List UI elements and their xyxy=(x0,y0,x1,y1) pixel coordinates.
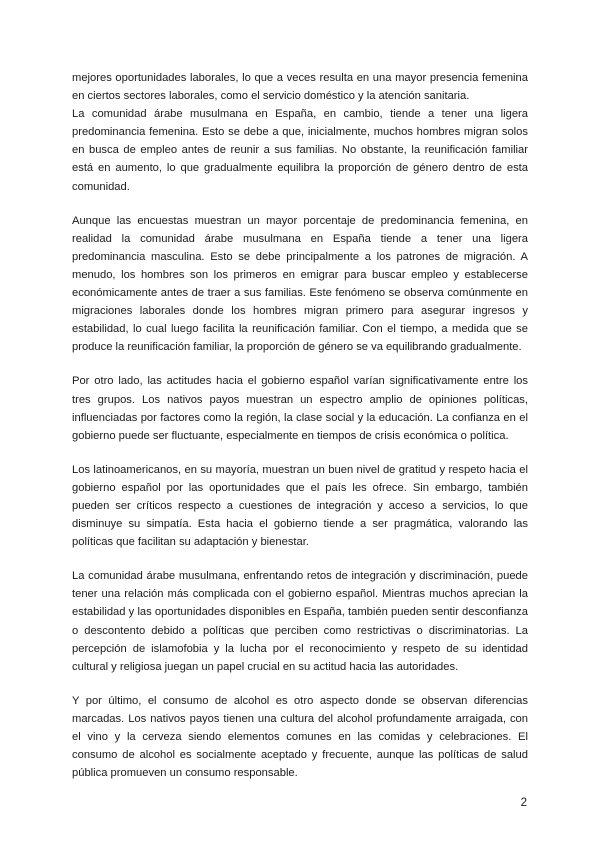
paragraph-spacer xyxy=(72,676,528,692)
paragraph-latin-americans: Los latinoamericanos, en su mayoría, muestran un buen nivel de gratitud y respeto hacia el gobierno español por las oportunidades que el país les ofrece. Sin embargo, también pueden ser críticos respecto a cuestiones de integración y acceso a servicios, lo que disminuye su simpatía. Esta hacia el gobierno tiende a ser pragmática, valorando las políticas que facilitan su adaptación y bienestar. xyxy=(72,463,528,549)
paragraph-arab-community-female-predominance: La comunidad árabe musulmana en España, en cambio, tiende a tener una ligera predominancia femenina. Esto se debe a que, inicialmente, muchos hombres migran solos en busca de empleo antes de reunir a sus familias. No obstante, la reunificación familiar está en aumento, lo que gradualmente equilibra la proporción de género dentro de esta comunidad. xyxy=(72,108,528,193)
paragraph-attitudes-government: Por otro lado, las actitudes hacia el gobierno español varían significativamente entre los tres grupos. Los nativos payos muestran un espectro amplio de opiniones políticas, influenciadas por factores como la región, la clase social y la educación. La confianza en el gobierno puede ser fluctuante, especialmente en tiempos de crisis económica o política. xyxy=(72,375,528,442)
paragraph-spacer xyxy=(72,445,528,461)
paragraph-spacer xyxy=(72,551,528,567)
paragraph-alcohol-consumption: Y por último, el consumo de alcohol es otro aspecto donde se observan diferencias marcadas. Los nativos payos tienen una cultura del alcohol profundamente arraigada, con el vino y la cerveza siendo elementos comunes en las comidas y celebraciones. El consumo de alcohol es socialmente aceptado y frecuente, aunque las políticas de salud pública promueven un consumo responsable. xyxy=(72,694,528,780)
page-body xyxy=(72,69,528,782)
paragraph-arab-community-male-predominance: Aunque las encuestas muestran un mayor porcentaje de predominancia femenina, en realidad la comunidad árabe musulmana en España tiende a tener una ligera predominancia masculina. Esto se debe principalmente a los patrones de migración. A menudo, los hombres son los primeros en emigrar para buscar empleo y establecerse económicamente antes de traer a sus familias. Este fenómeno se observa comúnmente en migraciones laborales donde los hombres migran primero para asegurar ingresos y estabilidad, lo cual luego facilita la reunificación familiar. Con el tiempo, a medida que se produce la reunificación familiar, la proporción de género se va equilibrando gradualmente. xyxy=(72,214,528,354)
page-number: 2 xyxy=(520,797,527,809)
paragraph-spacer xyxy=(72,196,528,212)
paragraph-arab-community-government: La comunidad árabe musulmana, enfrentando retos de integración y discriminación, puede tener una relación más complicada con el gobierno español. Mientras muchos aprecian la estabilidad y las oportunidades disponibles en España, también pueden sentir desconfianza o descontento debido a políticas que perciben como restrictivas o discriminatorias. La percepción de islamofobia y la lucha por el reconocimiento y respeto de su identidad cultural y religiosa juegan un papel crucial en su actitud hacia las autoridades. xyxy=(72,570,528,673)
paragraph-continued-labor-opportunities: mejores oportunidades laborales, lo que a veces resulta en una mayor presencia femenina en ciertos sectores laborales, como el servicio doméstico y la atención sanitaria. xyxy=(72,72,528,103)
paragraph-spacer xyxy=(72,356,528,372)
